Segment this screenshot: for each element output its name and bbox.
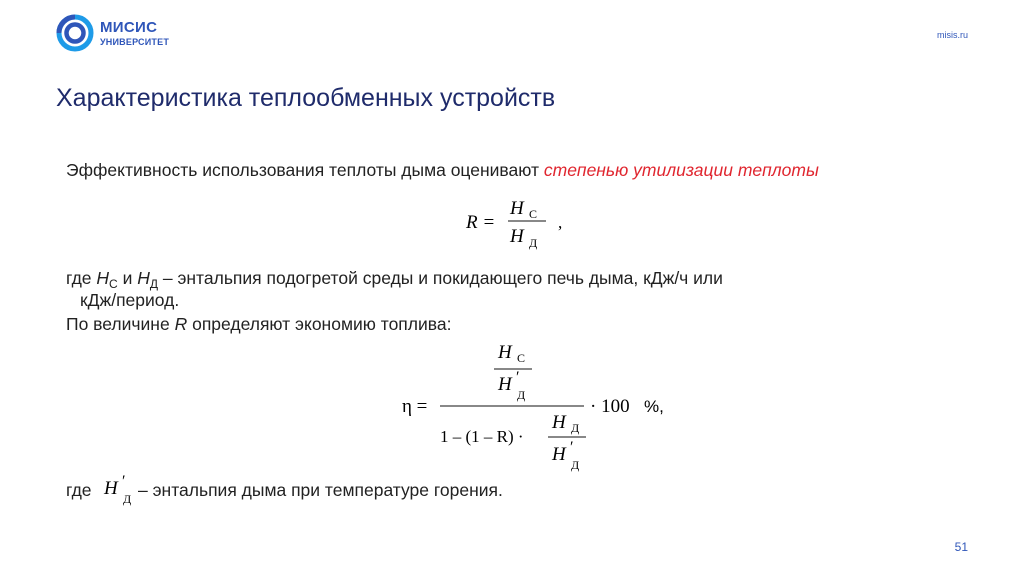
eta-inner-den-prime: ′ bbox=[516, 369, 520, 386]
where2-line bbox=[66, 480, 92, 501]
eta-times-100: · 100 bbox=[590, 396, 630, 417]
r-num-sub: С bbox=[529, 207, 538, 221]
eta-den-frac-num-h: H bbox=[552, 412, 566, 433]
where2-rest: – энтальпия дыма при температуре горения. bbox=[138, 480, 503, 500]
misis-logo bbox=[56, 14, 216, 56]
where1-line2: кДж/период. bbox=[80, 290, 180, 310]
where2-sub: Д bbox=[123, 492, 132, 506]
where1-sub-d: Д bbox=[149, 277, 158, 291]
eta-den-frac-den-sub: Д bbox=[571, 458, 580, 472]
logo-title: МИСИС bbox=[100, 19, 158, 36]
by-value-r: R bbox=[174, 314, 188, 334]
r-lhs: R = bbox=[466, 212, 496, 233]
eta-den-frac-num-sub: Д bbox=[571, 421, 580, 435]
misis-logo-icon bbox=[56, 14, 94, 52]
where2-h: H bbox=[104, 478, 118, 499]
r-den-h: H bbox=[510, 226, 524, 247]
eta-formula bbox=[400, 338, 700, 476]
where1-prefix: где bbox=[66, 268, 97, 288]
r-formula bbox=[462, 190, 592, 254]
eta-lhs: η = bbox=[402, 396, 428, 417]
by-value-line bbox=[66, 314, 451, 335]
where1-sub-c: С bbox=[109, 277, 118, 291]
eta-inner-den-h: H bbox=[498, 374, 512, 395]
where2-symbol bbox=[102, 474, 138, 506]
intro-text bbox=[66, 160, 819, 181]
eta-inner-num-h: H bbox=[498, 342, 512, 363]
eta-inner-num-sub: С bbox=[517, 351, 526, 365]
eta-inner-den-sub: Д bbox=[517, 388, 526, 402]
where1-rest: – энтальпия подогретой среды и покидающего печь дыма, кДж/ч или bbox=[158, 268, 723, 288]
where1-h-d: Н bbox=[137, 268, 150, 288]
site-link[interactable]: misis.ru bbox=[937, 30, 968, 40]
r-num-h: H bbox=[510, 198, 524, 219]
eta-den-frac-den-prime: ′ bbox=[570, 439, 574, 456]
where1-and: и bbox=[117, 268, 138, 288]
intro-plain: Эффективность использования теплоты дыма оценивают bbox=[66, 160, 544, 180]
logo-subtitle: УНИВЕРСИТЕТ bbox=[100, 37, 170, 47]
page-number: 51 bbox=[954, 540, 968, 554]
page-title: Характеристика теплообменных устройств bbox=[56, 84, 556, 112]
by-value-rest: определяют экономию топлива: bbox=[187, 314, 452, 334]
r-den-sub: Д bbox=[529, 236, 538, 250]
eta-den-frac-den-h: H bbox=[552, 444, 566, 465]
eta-den-text: 1 – (1 – R) · bbox=[440, 427, 524, 446]
intro-accent: степенью утилизации теплоты bbox=[543, 160, 819, 180]
r-trail: , bbox=[558, 213, 563, 232]
where2-prime: ′ bbox=[122, 474, 126, 490]
where1-h-c: Н bbox=[96, 268, 110, 288]
where1-line bbox=[66, 268, 723, 291]
where2-prefix: где bbox=[66, 480, 92, 500]
by-value-prefix: По величине bbox=[66, 314, 175, 334]
eta-percent: %, bbox=[644, 397, 664, 416]
